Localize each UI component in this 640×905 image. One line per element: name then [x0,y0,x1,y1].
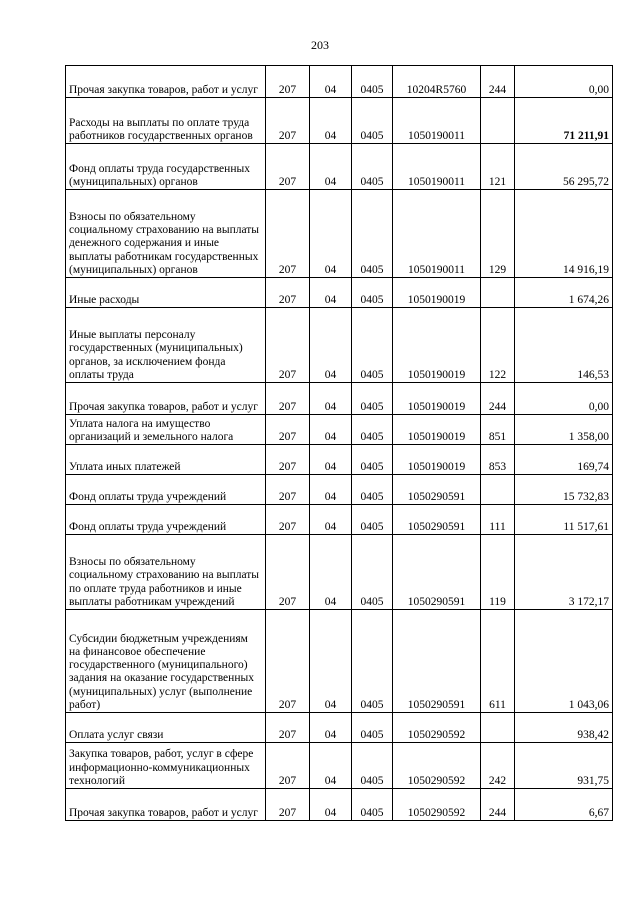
page-number: 203 [311,38,329,52]
table-row [66,278,613,308]
table-row [66,98,613,144]
row-expense-type: 242 [481,743,515,789]
row-subsection-code: 0405 [352,610,393,713]
table-row [66,144,613,190]
row-target-article: 1050290591 [393,475,481,505]
row-name: Взносы по обязательному социальному страхованию на выплаты денежного содержания и иные выплаты работникам государственных (муниципальных) органов [66,190,266,278]
row-amount: 71 211,91 [515,98,613,144]
budget-table-body [66,66,613,821]
row-subsection-code: 0405 [352,98,393,144]
row-section-code: 04 [310,505,352,535]
row-amount: 3 172,17 [515,535,613,610]
row-section-code: 04 [310,475,352,505]
row-section-code: 04 [310,66,352,98]
row-name: Закупка товаров, работ, услуг в сфере информационно-коммуникационных технологий [66,743,266,789]
row-amount: 6,67 [515,789,613,821]
row-expense-type [481,713,515,743]
row-section-code: 04 [310,98,352,144]
row-section-code: 04 [310,610,352,713]
row-name: Прочая закупка товаров, работ и услуг [66,383,266,415]
row-expense-type: 244 [481,66,515,98]
row-amount: 938,42 [515,713,613,743]
row-expense-type: 111 [481,505,515,535]
row-name: Иные расходы [66,278,266,308]
table-row [66,789,613,821]
row-name: Уплата налога на имущество организаций и земельного налога [66,415,266,445]
row-name: Субсидии бюджетным учреждениям на финансовое обеспечение государственного (муниципального) задания на оказание государственных (муниципальных) услуг (выполнение работ) [66,610,266,713]
row-name: Фонд оплаты труда государственных (муниципальных) органов [66,144,266,190]
row-ved-code: 207 [266,445,310,475]
row-target-article: 1050190019 [393,308,481,383]
row-subsection-code: 0405 [352,505,393,535]
row-amount: 169,74 [515,445,613,475]
table-row [66,66,613,98]
row-target-article: 1050290592 [393,713,481,743]
row-ved-code: 207 [266,415,310,445]
table-row [66,743,613,789]
row-amount: 146,53 [515,308,613,383]
row-amount: 14 916,19 [515,190,613,278]
table-row [66,308,613,383]
row-ved-code: 207 [266,144,310,190]
row-name: Фонд оплаты труда учреждений [66,475,266,505]
row-name: Фонд оплаты труда учреждений [66,505,266,535]
row-name: Расходы на выплаты по оплате труда работников государственных органов [66,98,266,144]
table-row [66,415,613,445]
row-ved-code: 207 [266,66,310,98]
table-row [66,610,613,713]
row-ved-code: 207 [266,278,310,308]
row-amount: 56 295,72 [515,144,613,190]
table-row [66,475,613,505]
row-subsection-code: 0405 [352,445,393,475]
row-section-code: 04 [310,278,352,308]
row-ved-code: 207 [266,475,310,505]
row-subsection-code: 0405 [352,144,393,190]
table-row [66,535,613,610]
row-ved-code: 207 [266,98,310,144]
row-expense-type [481,475,515,505]
row-subsection-code: 0405 [352,535,393,610]
table-row [66,383,613,415]
row-target-article: 1050290591 [393,610,481,713]
table-row [66,713,613,743]
row-section-code: 04 [310,713,352,743]
row-expense-type: 853 [481,445,515,475]
row-expense-type [481,278,515,308]
table-row [66,445,613,475]
row-ved-code: 207 [266,505,310,535]
row-subsection-code: 0405 [352,308,393,383]
table-row [66,505,613,535]
row-amount: 1 358,00 [515,415,613,445]
row-name: Прочая закупка товаров, работ и услуг [66,789,266,821]
row-ved-code: 207 [266,789,310,821]
row-subsection-code: 0405 [352,66,393,98]
row-name: Оплата услуг связи [66,713,266,743]
row-ved-code: 207 [266,308,310,383]
row-subsection-code: 0405 [352,475,393,505]
row-section-code: 04 [310,415,352,445]
row-section-code: 04 [310,383,352,415]
row-target-article: 1050190011 [393,98,481,144]
row-amount: 15 732,83 [515,475,613,505]
row-target-article: 10204R5760 [393,66,481,98]
row-section-code: 04 [310,144,352,190]
row-target-article: 1050290592 [393,789,481,821]
row-target-article: 1050190019 [393,445,481,475]
budget-table [65,65,613,821]
row-target-article: 1050190011 [393,144,481,190]
row-ved-code: 207 [266,743,310,789]
row-expense-type: 851 [481,415,515,445]
row-expense-type: 611 [481,610,515,713]
row-ved-code: 207 [266,383,310,415]
row-name: Прочая закупка товаров, работ и услуг [66,66,266,98]
row-section-code: 04 [310,190,352,278]
row-expense-type: 121 [481,144,515,190]
row-expense-type: 129 [481,190,515,278]
table-row [66,190,613,278]
row-ved-code: 207 [266,610,310,713]
row-expense-type: 244 [481,789,515,821]
row-amount: 1 674,26 [515,278,613,308]
row-expense-type: 244 [481,383,515,415]
row-section-code: 04 [310,789,352,821]
row-amount: 0,00 [515,383,613,415]
row-subsection-code: 0405 [352,743,393,789]
row-ved-code: 207 [266,713,310,743]
row-amount: 0,00 [515,66,613,98]
row-expense-type: 122 [481,308,515,383]
row-subsection-code: 0405 [352,383,393,415]
row-name: Иные выплаты персоналу государственных (муниципальных) органов, за исключением фонда оплаты труда [66,308,266,383]
row-section-code: 04 [310,743,352,789]
row-name: Взносы по обязательному социальному страхованию на выплаты по оплате труда работников и иные выплаты работникам учреждений [66,535,266,610]
row-subsection-code: 0405 [352,789,393,821]
row-amount: 11 517,61 [515,505,613,535]
row-target-article: 1050290591 [393,535,481,610]
row-target-article: 1050190019 [393,278,481,308]
row-amount: 1 043,06 [515,610,613,713]
row-expense-type [481,98,515,144]
row-section-code: 04 [310,535,352,610]
row-subsection-code: 0405 [352,278,393,308]
row-target-article: 1050290591 [393,505,481,535]
row-section-code: 04 [310,445,352,475]
row-target-article: 1050190019 [393,383,481,415]
row-amount: 931,75 [515,743,613,789]
row-subsection-code: 0405 [352,713,393,743]
row-target-article: 1050190019 [393,415,481,445]
row-section-code: 04 [310,308,352,383]
row-target-article: 1050190011 [393,190,481,278]
row-target-article: 1050290592 [393,743,481,789]
row-subsection-code: 0405 [352,190,393,278]
row-expense-type: 119 [481,535,515,610]
row-subsection-code: 0405 [352,415,393,445]
row-ved-code: 207 [266,535,310,610]
row-ved-code: 207 [266,190,310,278]
row-name: Уплата иных платежей [66,445,266,475]
